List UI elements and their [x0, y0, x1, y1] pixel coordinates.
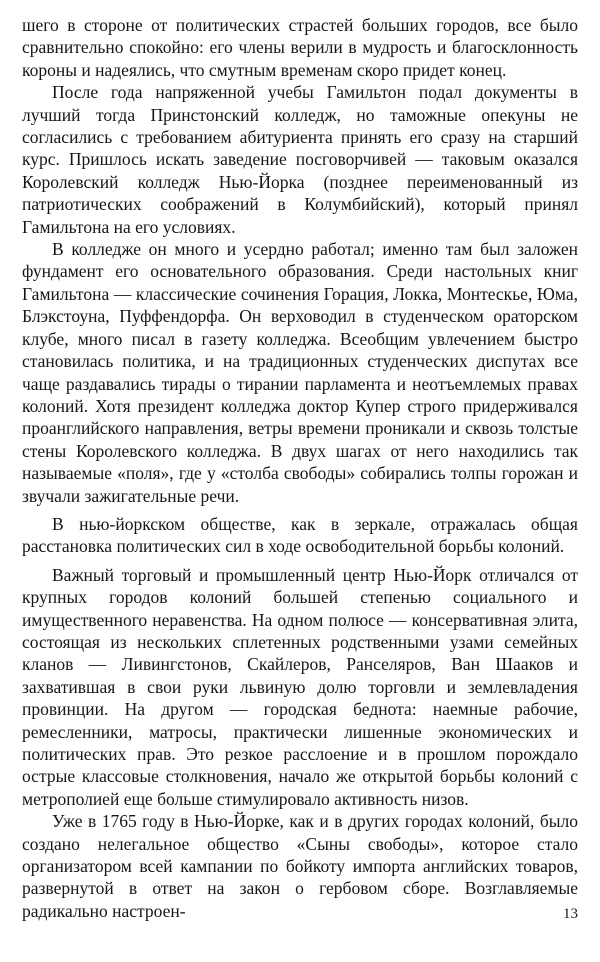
paragraph-2: После года напряженной учебы Гамильтон подал документы в лучший тогда Принстонский колледж, но таможные опекуны не согласились с требованием абитуриента принять его сразу на старший курс. Пришлось искать заведение посговорчивей — таковым оказался Королевский колледж Нью-Йорка (позднее переименованный из патриотических соображений в Колумбийский), который принял Гамильтона на его условиях.	[22, 82, 578, 237]
paragraph-5: Важный торговый и промышленный центр Нью-Йорк отличался от крупных городов колоний большей степенью социального и имущественного неравенства. На одном полюсе — консервативная элита, состоящая из нескольких сплетенных родственными узами семейных кланов — Ливингстонов, Скайлеров, Ранселяров, Ван Шааков и захватившая в свои руки львиную долю торговли и землевладения провинции. На другом — городская беднота: наемные рабочие, ремесленники, матросы, практически лишенные экономических и политических прав. Это резкое расслоение и в прошлом порождало острые классовые столкновения, начало же открытой борьбы колоний с метрополией еще больше стимулировало активность низов.	[22, 564, 578, 809]
paragraph-1: шего в стороне от политических страстей больших городов, все было сравнительно спокойно: его члены верили в мудрость и благосклонность короны и надеялись, что смутным временам скоро придет конец.	[22, 15, 578, 80]
paragraph-6: Уже в 1765 году в Нью-Йорке, как и в других городах колоний, было создано нелегальное общество «Сыны свободы», которое стало организатором всей кампании по бойкоту импорта английских товаров, развернутой в ответ на закон о гербовом сборе. Возглавляемые радикально настроен-	[22, 811, 578, 921]
page-body	[22, 14, 578, 922]
paragraph-3: В колледже он много и усердно работал; именно там был заложен фундамент его основательного образования. Среди настольных книг Гамильтона — классические сочинения Горация, Локка, Монтескье, Юма, Блэкстоуна, Пуффендорфа. Он верховодил в студенческом ораторском клубе, много писал в газету колледжа. Всеобщим увлечением быстро становилась политика, и на традиционных студенческих диспутах все чаще раздавались тирады о тирании парламента и неотъемлемых правах колоний. Хотя президент колледжа доктор Купер строго придерживался проанглийского направления, ветры времени проникали и сквозь толстые стены Королевского колледжа. В двух шагах от него находились так называемые «поля», где у «столба свободы» собирались толпы горожан и звучали зажигательные речи.	[22, 239, 578, 506]
paragraph-4: В нью-йоркском обществе, как в зеркале, отражалась общая расстановка политических сил в ходе освободительной борьбы колоний.	[22, 513, 578, 557]
page-number: 13	[563, 906, 578, 922]
